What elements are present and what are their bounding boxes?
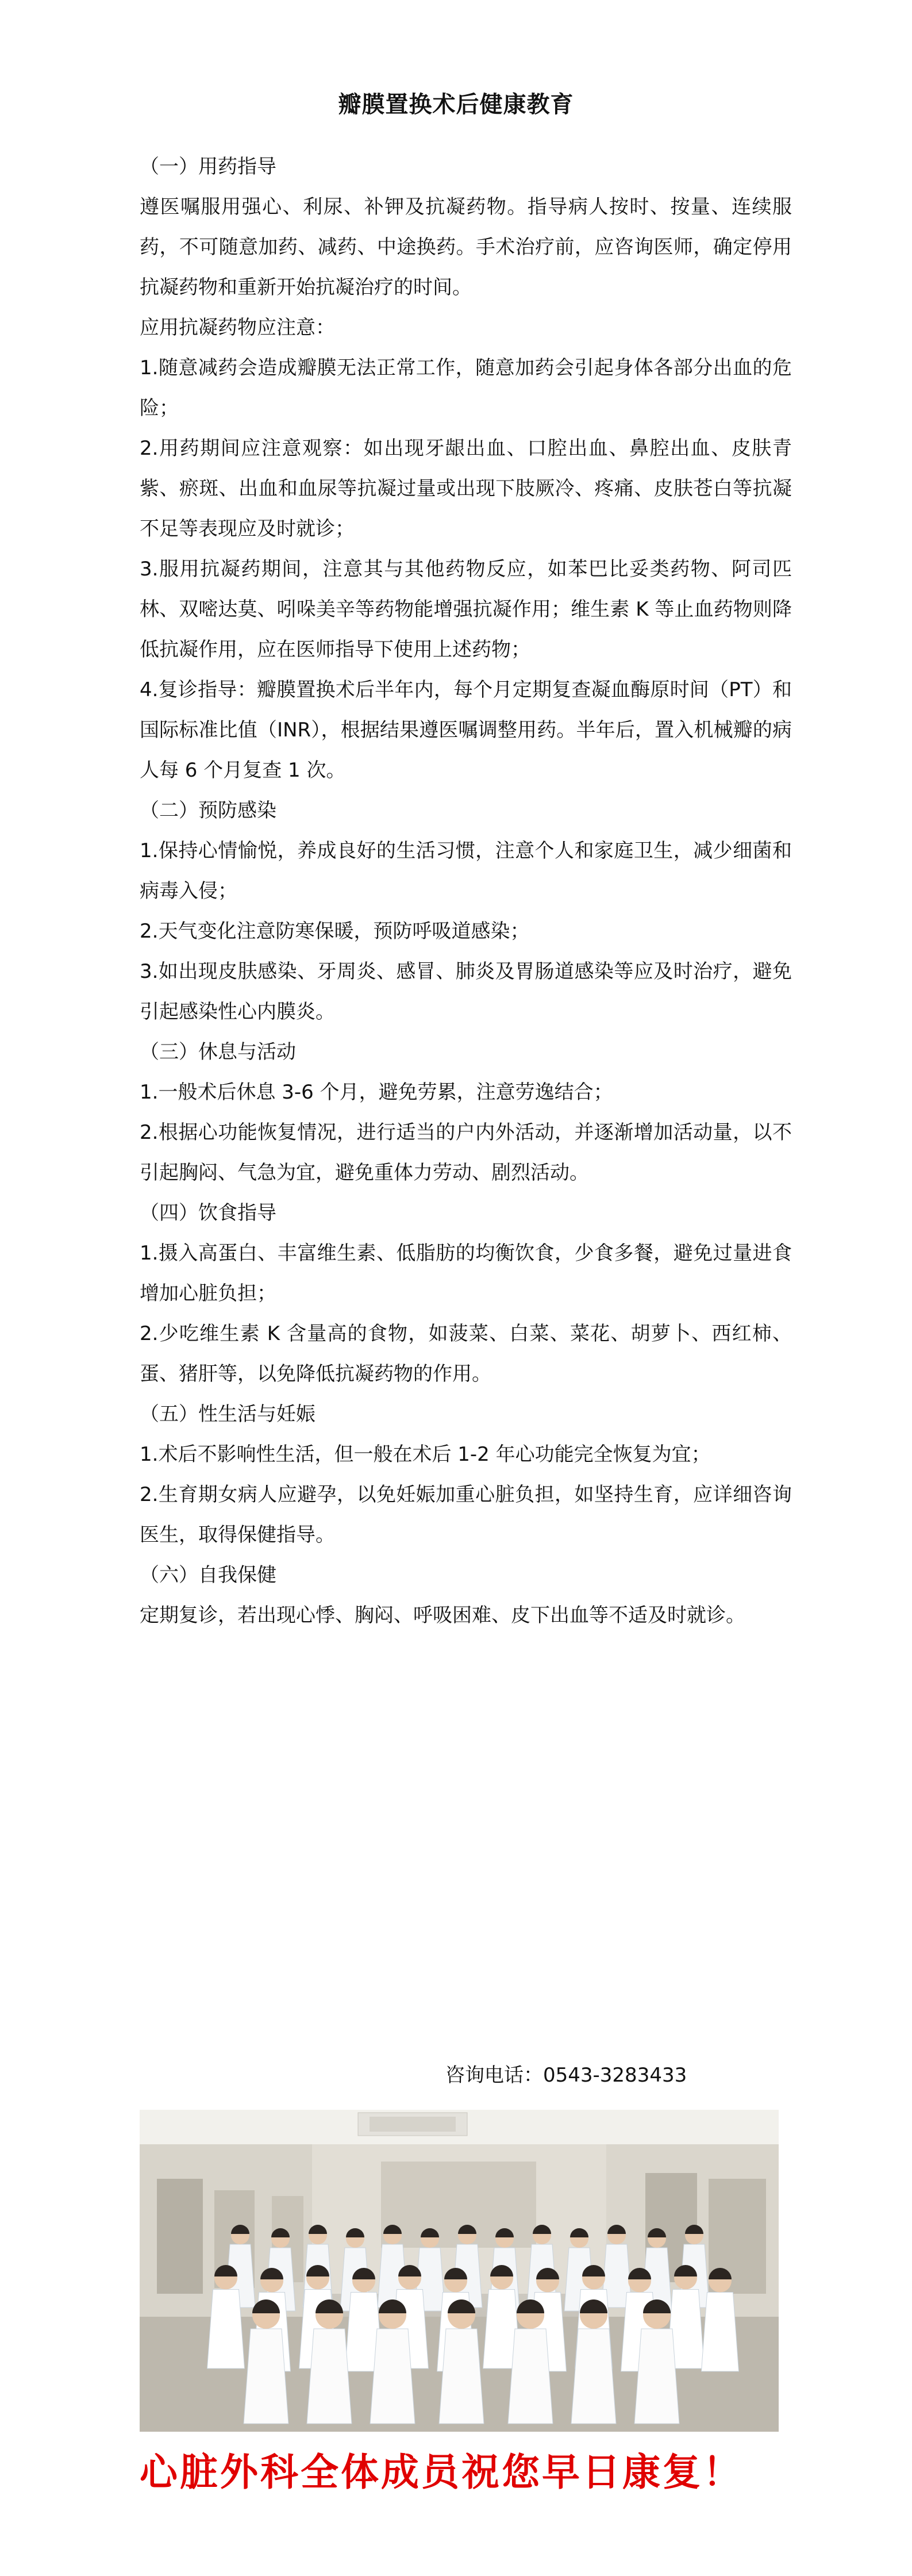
section-heading: （四）饮食指导 — [140, 1201, 276, 1224]
section-paragraph: 1.一般术后休息 3-6 个月，避免劳累，注意劳逸结合； — [140, 1081, 613, 1104]
section-paragraph: 应用抗凝药物应注意： — [140, 316, 335, 339]
section-paragraph: 1.保持心情愉悦，养成良好的生活习惯，注意个人和家庭卫生，减少细菌和病毒入侵； — [140, 839, 792, 903]
document-title: 瓣膜置换术后健康教育 — [338, 91, 574, 118]
team-photo — [140, 2110, 779, 2432]
section-heading: （五）性生活与妊娠 — [140, 1403, 315, 1426]
section-paragraph: 1.摄入高蛋白、丰富维生素、低脂肪的均衡饮食，少食多餐，避免过量进食增加心脏负担； — [140, 1242, 792, 1305]
section-paragraph: 定期复诊，若出现心悸、胸闷、呼吸困难、皮下出血等不适及时就诊。 — [140, 1604, 745, 1627]
section-paragraph: 4.复诊指导：瓣膜置换术后半年内，每个月定期复查凝血酶原时间（PT）和国际标准比值（INR），根据结果遵医嘱调整用药。半年后，置入机械瓣的病人每 6 个月复查 1 次。 — [140, 678, 792, 782]
section-paragraph: 遵医嘱服用强心、利尿、补钾及抗凝药物。指导病人按时、按量、连续服药，不可随意加药、减药、中途换药。手术治疗前，应咨询医师，确定停用抗凝药物和重新开始抗凝治疗的时间。 — [140, 195, 792, 299]
section-paragraph: 2.用药期间应注意观察：如出现牙龈出血、口腔出血、鼻腔出血、皮肤青紫、瘀斑、出血和血尿等抗凝过量或出现下肢厥冷、疼痛、皮肤苍白等抗凝不足等表现应及时就诊； — [140, 437, 792, 540]
section-paragraph: 2.根据心功能恢复情况，进行适当的户内外活动，并逐渐增加活动量，以不引起胸闷、气急为宜，避免重体力劳动、剧烈活动。 — [140, 1121, 792, 1184]
team-photo-illustration — [140, 2110, 779, 2432]
section-paragraph: 1.随意减药会造成瓣膜无法正常工作，随意加药会引起身体各部分出血的危险； — [140, 356, 792, 420]
section-paragraph: 2.天气变化注意防寒保暖，预防呼吸道感染； — [140, 920, 530, 943]
section-heading: （一）用药指导 — [140, 155, 276, 178]
section-paragraph: 1.术后不影响性生活，但一般在术后 1-2 年心功能完全恢复为宜； — [140, 1443, 711, 1466]
slogan: 心脏外科全体成员祝您早日康复！ — [140, 2450, 743, 2494]
section-heading: （六）自我保健 — [140, 1564, 276, 1587]
section-heading: （二）预防感染 — [140, 799, 276, 822]
section-paragraph: 3.服用抗凝药期间，注意其与其他药物反应，如苯巴比妥类药物、阿司匹林、双嘧达莫、吲哚美辛等药物能增强抗凝作用；维生素 K 等止血药物则降低抗凝作用，应在医师指导下使用上述药物； — [140, 558, 792, 661]
section-heading: （三）休息与活动 — [140, 1041, 296, 1064]
section-paragraph: 2.少吃维生素 K 含量高的食物，如菠菜、白菜、菜花、胡萝卜、西红柿、蛋、猪肝等，以免降低抗凝药物的作用。 — [140, 1322, 792, 1385]
section-paragraph: 3.如出现皮肤感染、牙周炎、感冒、肺炎及胃肠道感染等应及时治疗，避免引起感染性心内膜炎。 — [140, 960, 792, 1023]
contact-phone: 咨询电话：0543-3283433 — [445, 2064, 687, 2087]
document-body — [140, 147, 792, 1636]
section-paragraph: 2.生育期女病人应避孕，以免妊娠加重心脏负担，如坚持生育，应详细咨询医生，取得保健指导。 — [140, 1483, 792, 1546]
